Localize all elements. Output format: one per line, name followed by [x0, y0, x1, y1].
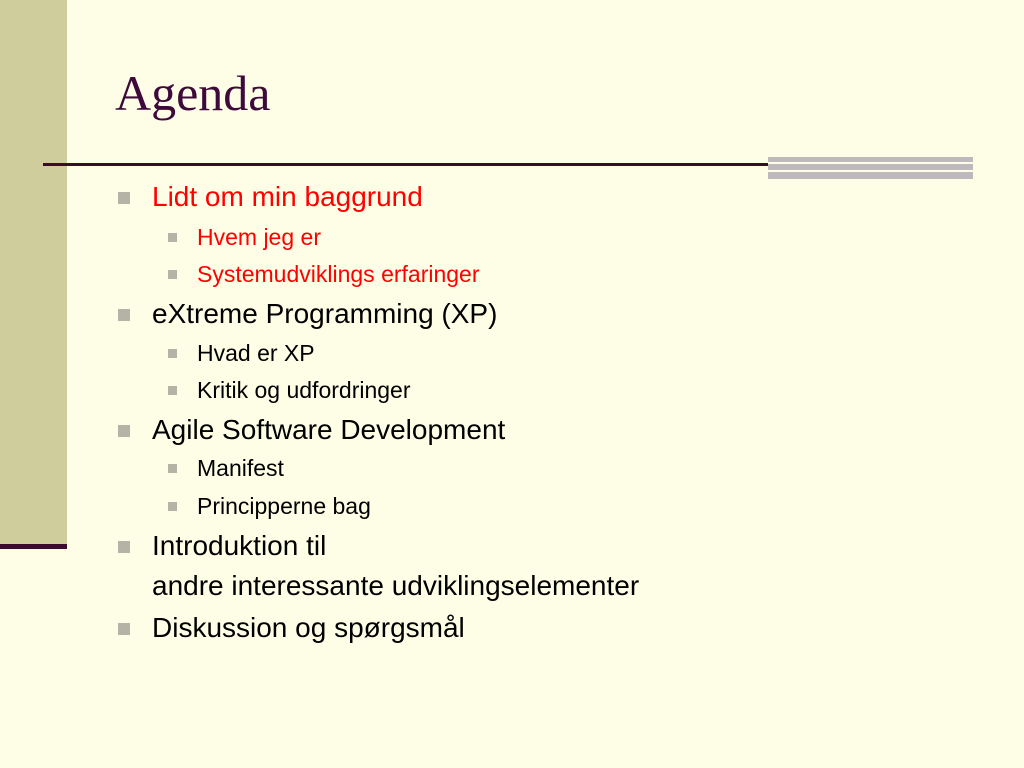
square-bullet-icon	[168, 349, 177, 358]
left-accent-line	[0, 544, 67, 549]
agenda-item-agile	[152, 414, 505, 446]
agenda-subitem-what-is-xp	[197, 340, 315, 366]
square-bullet-icon	[118, 192, 130, 204]
agenda-item-label: eXtreme Programming (XP)	[152, 298, 498, 329]
agenda-item-xp	[152, 298, 497, 330]
square-bullet-icon	[118, 425, 130, 437]
square-bullet-icon	[118, 623, 130, 635]
agenda-subitem-label: Hvem jeg er	[197, 224, 321, 250]
agenda-subitem-who	[197, 224, 321, 250]
title-divider	[43, 163, 768, 166]
square-bullet-icon	[168, 386, 177, 395]
agenda-item-label: Diskussion og spørgsmål	[152, 612, 465, 643]
agenda-subitem-experience	[197, 261, 480, 287]
square-bullet-icon	[168, 270, 177, 279]
agenda-item-introduction-continued	[152, 570, 639, 602]
square-bullet-icon	[168, 502, 177, 511]
agenda-subitem-label: Kritik og udfordringer	[197, 377, 411, 403]
agenda-subitem-label: Principperne bag	[197, 493, 371, 519]
agenda-item-label: Introduktion til	[152, 530, 327, 561]
agenda-subitem-label: Manifest	[197, 455, 284, 481]
square-bullet-icon	[168, 233, 177, 242]
agenda-subitem-critique	[197, 377, 411, 403]
square-bullet-icon	[118, 309, 130, 321]
agenda-subitem-principles	[197, 493, 371, 519]
decorative-grey-stripes	[768, 157, 973, 179]
agenda-item-label: Agile Software Development	[152, 414, 506, 445]
agenda-item-background	[152, 181, 423, 213]
square-bullet-icon	[168, 464, 177, 473]
agenda-item-discussion	[152, 612, 465, 644]
agenda-subitem-label: Systemudviklings erfaringer	[197, 261, 480, 287]
agenda-item-introduction	[152, 530, 326, 562]
left-decorative-bar	[0, 0, 67, 548]
agenda-item-label: Lidt om min baggrund	[152, 181, 423, 212]
square-bullet-icon	[118, 541, 130, 553]
agenda-subitem-manifest	[197, 455, 284, 481]
agenda-subitem-label: Hvad er XP	[197, 340, 315, 366]
agenda-item-label: andre interessante udviklingselementer	[152, 570, 640, 601]
slide-title: Agenda	[115, 65, 271, 121]
